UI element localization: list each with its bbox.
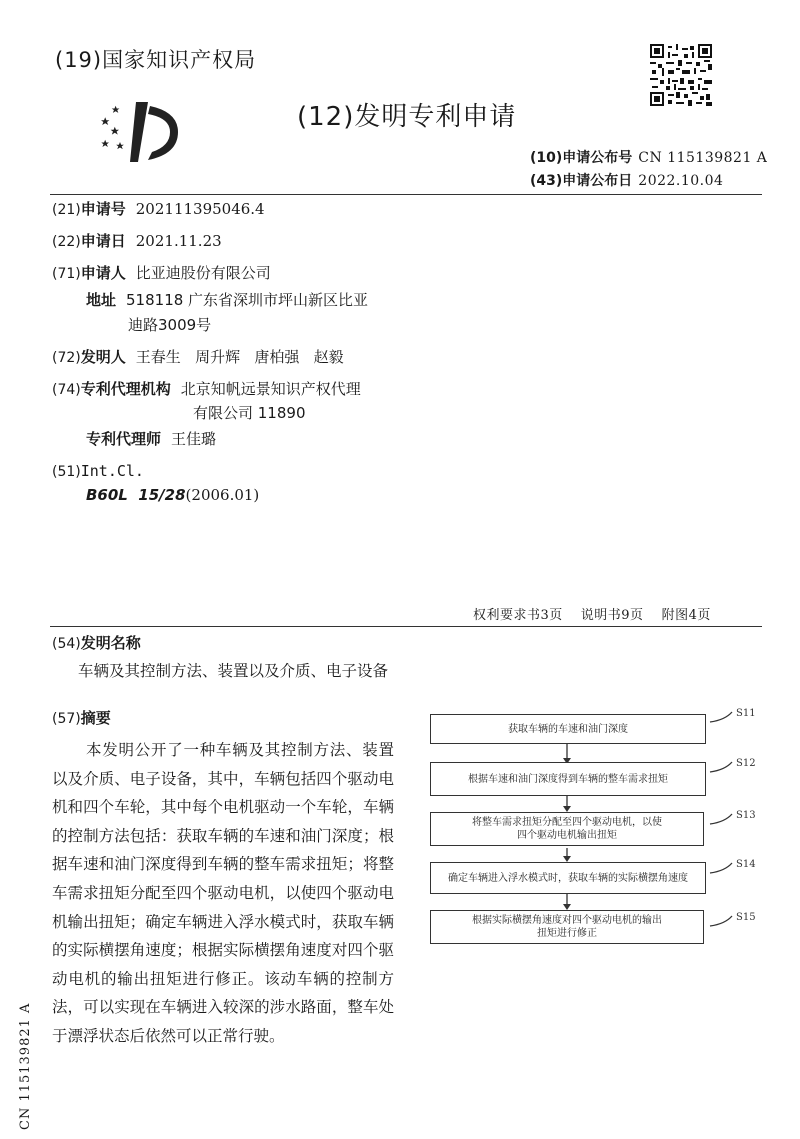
inventors-names: 王春生 周升辉 唐柏强 赵毅	[135, 348, 344, 366]
step-label-s13: S13	[736, 810, 756, 821]
publication-number: CN 115139821 A	[638, 150, 768, 166]
agency-line-2: 有限公司 11890	[193, 404, 306, 422]
abstract-label: 摘要	[80, 709, 111, 727]
step-label-s15: S15	[736, 912, 756, 923]
inventors-field	[52, 346, 344, 369]
agency-field	[52, 378, 361, 401]
publication-date: 2022.10.04	[638, 173, 724, 189]
flowchart-step-s12: 根据车速和油门深度得到车辆的整车需求扭矩	[430, 762, 706, 796]
address-field	[86, 289, 368, 311]
header-divider	[50, 194, 762, 195]
abstract-heading	[52, 707, 111, 730]
application-date-field	[52, 230, 222, 253]
flowchart-step-s14: 确定车辆进入浮水模式时，获取车辆的实际横摆角速度	[430, 862, 706, 894]
inventors-label: 发明人	[80, 348, 126, 366]
publication-date-row	[530, 170, 723, 190]
drawings-pages: 附图4页	[661, 608, 711, 623]
title-label: 发明名称	[80, 634, 141, 652]
application-date-label: 申请日	[80, 232, 126, 250]
qr-code	[650, 44, 712, 106]
application-number-label: 申请号	[80, 200, 126, 218]
application-number-field	[52, 198, 265, 221]
publication-date-label: (43)申请公布日	[530, 173, 633, 189]
agent-field	[86, 428, 216, 450]
applicant-field	[52, 262, 271, 285]
field-code: (57)	[52, 711, 81, 727]
field-code: (51)	[52, 464, 81, 480]
applicant-label: 申请人	[80, 264, 126, 282]
page-counts	[473, 604, 729, 623]
int-cl-label: Int.Cl.	[80, 462, 144, 480]
step-label-s14: S14	[736, 859, 756, 870]
field-code: (72)	[52, 350, 81, 366]
invention-title: 车辆及其控制方法、装置以及介质、电子设备	[78, 662, 389, 680]
application-date: 2021.11.23	[135, 232, 222, 250]
flowchart-step-s15: 根据实际横摆角速度对四个驱动电机的输出扭矩进行修正	[430, 910, 704, 944]
address-line-2: 迪路3009号	[128, 316, 212, 334]
address-label: 地址	[86, 291, 117, 309]
ipc-version: (2006.01)	[185, 486, 260, 504]
title-heading	[52, 632, 141, 655]
agency-line-1: 北京知帆远景知识产权代理	[180, 380, 361, 398]
document-type: (12)发明专利申请	[297, 102, 517, 132]
field-code: (54)	[52, 636, 81, 652]
section-divider	[50, 626, 762, 627]
agent-name: 王佳璐	[171, 430, 217, 448]
abstract-text: 本发明公开了一种车辆及其控制方法、装置以及介质、电子设备，其中，车辆包括四个驱动电机和四个车轮，其中每个电机驱动一个车轮，车辆的控制方法包括：获取车辆的车速和油门深度；根据车速和油门深度得到车辆的整车需求扭矩；将整车需求扭矩分配至四个驱动电机，以使四个驱动电机输出扭矩；确定车辆进入浮水模式时，获取车辆的实际横摆角速度；根据实际横摆角速度对四个驱动电机的输出扭矩进行修正。该动车辆的控制方法，可以实现在车辆进入较深的涉水路面，整车处于漂浮状态后依然可以正常行驶。	[52, 741, 394, 1045]
agency-label: 专利代理机构	[80, 380, 171, 398]
field-code: (71)	[52, 266, 81, 282]
field-code: (21)	[52, 202, 81, 218]
field-code: (22)	[52, 234, 81, 250]
publication-number-label: (10)申请公布号	[530, 150, 633, 166]
cnipa-logo	[98, 98, 182, 164]
claims-pages: 权利要求书3页	[473, 608, 563, 623]
description-pages: 说明书9页	[580, 608, 644, 623]
publication-number-row	[530, 147, 767, 167]
ipc-class: B60L 15/28	[86, 486, 186, 504]
step-label-s12: S12	[736, 758, 756, 769]
office-name: (19)国家知识产权局	[55, 48, 257, 72]
flowchart-step-s11: 获取车辆的车速和油门深度	[430, 714, 706, 744]
ipc-field	[86, 484, 259, 506]
applicant-name: 比亚迪股份有限公司	[135, 264, 271, 282]
agent-label: 专利代理师	[86, 430, 162, 448]
int-cl-field	[52, 460, 144, 483]
application-number: 202111395046.4	[135, 200, 265, 218]
address-line-1: 518118 广东省深圳市坪山新区比亚	[126, 291, 369, 309]
flowchart-step-s13: 将整车需求扭矩分配至四个驱动电机，以使四个驱动电机输出扭矩	[430, 812, 704, 846]
side-publication-number: CN 115139821 A	[18, 1002, 33, 1130]
field-code: (74)	[52, 382, 81, 398]
step-label-s11: S11	[736, 708, 756, 719]
